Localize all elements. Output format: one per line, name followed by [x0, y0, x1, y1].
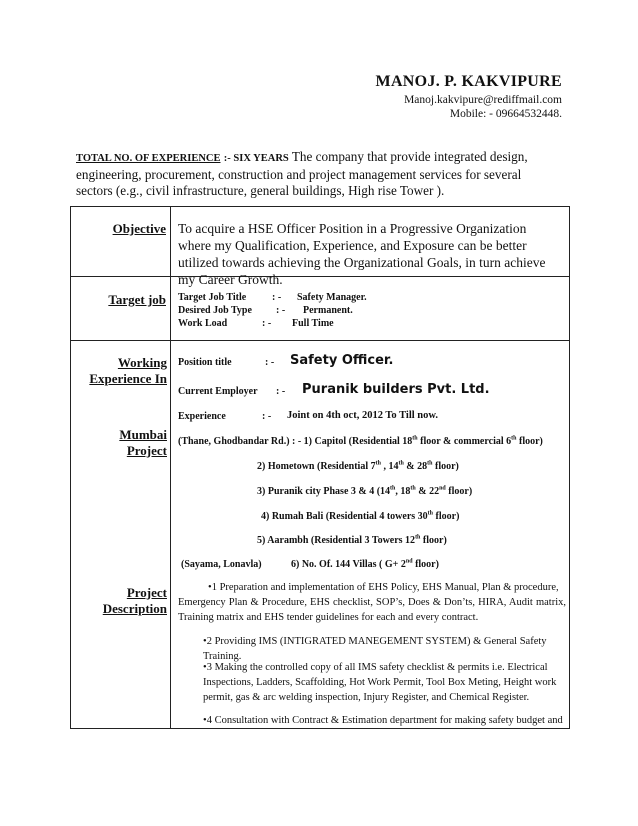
table-border-left	[70, 206, 71, 729]
project-location-lonavla: (Sayama, Lonavla)	[181, 559, 262, 570]
work-load-key: Work Load	[178, 318, 228, 329]
working-label-line2: Experience In	[89, 371, 167, 386]
project-line-aarambh: 5) Aarambh (Residential 3 Towers 12th floor)	[257, 534, 447, 546]
work-load-sep: : -	[262, 318, 272, 329]
experience-summary	[76, 149, 556, 199]
position-title-key: Position title	[178, 357, 232, 368]
current-employer-sep: : -	[276, 386, 286, 397]
target-job-title-key: Target Job Title	[178, 292, 247, 303]
experience-years: :- SIX YEARS	[223, 153, 289, 164]
desired-job-type-key: Desired Job Type	[178, 305, 252, 316]
current-employer-value: Puranik builders Pvt. Ltd.	[302, 382, 490, 397]
description-label-line2: Description	[102, 601, 167, 616]
project-line-hometown: 2) Hometown (Residential 7th , 14th & 28th floor)	[257, 460, 459, 472]
column-divider	[170, 206, 171, 729]
project-line-villas: 6) No. Of. 144 Villas ( G+ 2nd floor)	[291, 558, 439, 570]
table-border-bottom	[70, 728, 570, 729]
project-line-capitol: (Thane, Ghodbandar Rd.) : - 1) Capitol (Residential 18th floor & commercial 6th floor)	[178, 435, 543, 447]
current-employer-key: Current Employer	[178, 386, 258, 397]
objective-text: To acquire a HSE Officer Position in a Progressive Organization where my Qualification, Experience, and Exposure can be better utilized towards achieving the Organizational Goals, in turn achieve my Career Growth.	[178, 221, 546, 287]
project-line-puranik-city: 3) Puranik city Phase 3 & 4 (14th, 18th & 22nd floor)	[257, 485, 473, 497]
mobile-number: Mobile: - 09664532448.	[449, 108, 562, 120]
bullet-icon: •	[208, 582, 212, 593]
position-title-sep: : -	[265, 357, 275, 368]
description-item-4: •4 Consultation with Contract & Estimation department for making safety budget and	[203, 715, 563, 726]
description-label-line1: Project	[126, 585, 167, 600]
project-line-rumah-bali: 4) Rumah Bali (Residential 4 towers 30th floor)	[261, 510, 460, 522]
description-item-2: •2 Providing IMS (INTIGRATED MANEGEMENT SYSTEM) & General Safety Training.	[203, 636, 547, 662]
working-experience-label	[89, 355, 167, 387]
experience-text: The company that provide integrated design, engineering, procurement, construction and project management services for several sectors (e.g., civil infrastructure, general buildings, High rise Tower ).	[76, 149, 528, 198]
objective-label: Objective	[112, 221, 166, 236]
desired-job-type-sep: : -	[276, 305, 286, 316]
desired-job-type-value: Permanent.	[303, 305, 353, 316]
bullet-icon: •	[203, 715, 207, 726]
experience-value: Joint on 4th oct, 2012 To Till now.	[287, 410, 439, 421]
table-border-top	[70, 206, 570, 207]
description-item-3: •3 Making the controlled copy of all IMS safety checklist & permits i.e. Electrical Inspections, Ladders, Scaffolding, Hot Work Permit, Tool Box Meting, Height work permit, gas & arc welding inspection, Injury Register, and Chemical Register.	[203, 662, 557, 703]
target-job-title-sep: : -	[272, 292, 282, 303]
mumbai-label-line2: Project	[126, 443, 167, 458]
candidate-name: MANOJ. P. KAKVIPURE	[375, 73, 562, 90]
bullet-icon: •	[203, 636, 207, 647]
email-address: Manoj.kakvipure@rediffmail.com	[404, 94, 562, 106]
target-job-label: Target job	[108, 292, 166, 307]
position-title-value: Safety Officer.	[290, 353, 394, 368]
description-item-1: •1 Preparation and implementation of EHS Policy, EHS Manual, Plan & procedure, Emergency Plan & Procedure, EHS checklist, SOP’s, Does & Don’ts, HIRA, Audit matrix, Training matrix and EHS tender guidelines for each and every contract.	[178, 582, 566, 623]
mumbai-label-line1: Mumbai	[119, 427, 167, 442]
row-divider-2	[70, 340, 570, 341]
table-border-right	[569, 206, 570, 729]
project-description-label	[103, 585, 167, 617]
experience-sep: : -	[262, 411, 272, 422]
experience-key: Experience	[178, 411, 226, 422]
bullet-icon: •	[203, 662, 207, 673]
mumbai-project-label	[119, 427, 167, 459]
target-job-title-value: Safety Manager.	[297, 292, 367, 303]
working-label-line1: Working	[117, 355, 167, 370]
work-load-value: Full Time	[292, 318, 334, 329]
experience-label: TOTAL NO. OF EXPERIENCE	[76, 153, 221, 164]
